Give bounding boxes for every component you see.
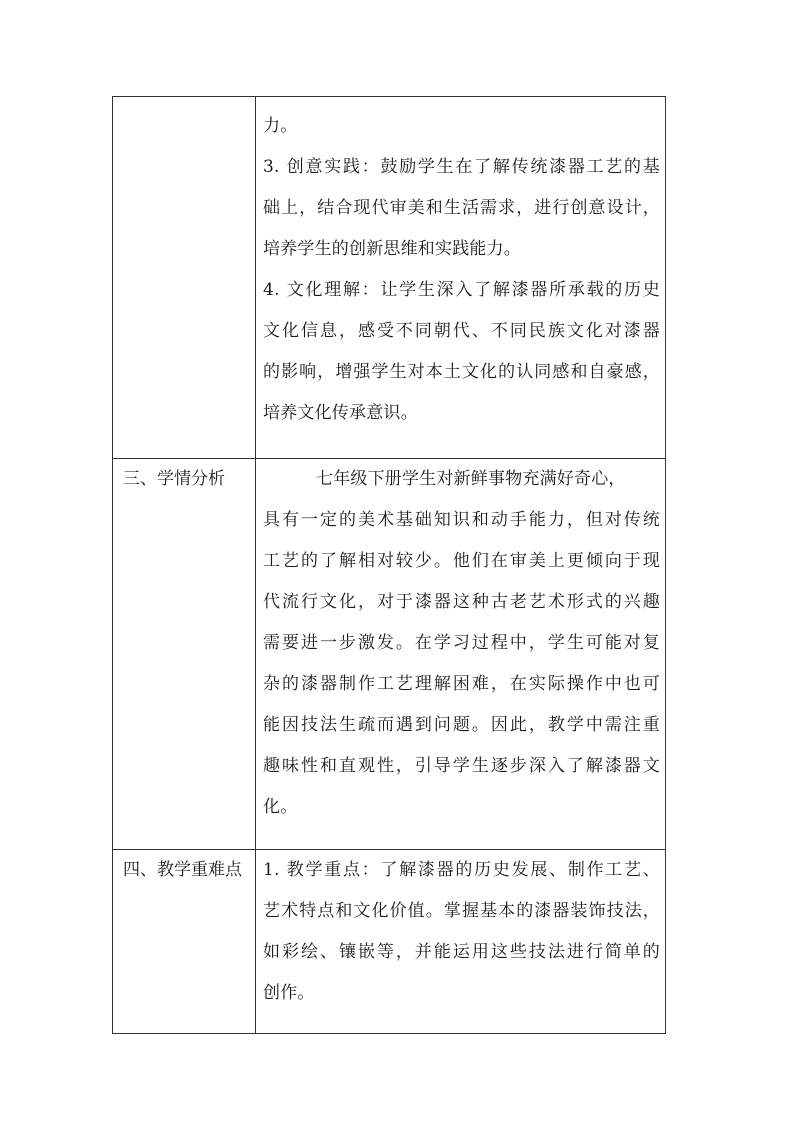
text-line: 3. 创意实践：鼓励学生在了解传统漆器工艺的基	[263, 157, 660, 177]
text-line: 的影响，增强学生对本土文化的认同感和自豪感，	[263, 362, 660, 382]
student-analysis-body	[256, 459, 666, 850]
text-line: 七年级下册学生对新鲜事物充满好奇心，	[316, 469, 626, 489]
text-line: 如彩绘、镶嵌等，并能运用这些技法进行简单的	[263, 942, 660, 962]
text-line: 杂的漆器制作工艺理解困难，在实际操作中也可	[263, 674, 660, 694]
text-line: 培养学生的创新思维和实践能力。	[263, 239, 521, 259]
text-line: 需要进一步激发。在学习过程中，学生可能对复	[263, 633, 660, 653]
text-line: 1. 教学重点：了解漆器的历史发展、制作工艺、	[263, 860, 660, 880]
key-points-body	[256, 850, 666, 1034]
lesson-plan-table	[112, 96, 666, 1034]
text-line: 文化信息，感受不同朝代、不同民族文化对漆器	[263, 321, 660, 341]
text-line: 4. 文化理解：让学生深入了解漆器所承载的历史	[263, 280, 660, 300]
text-line: 艺术特点和文化价值。掌握基本的漆器装饰技法，	[263, 901, 660, 921]
table-row-student-analysis	[113, 459, 666, 850]
text-line: 具有一定的美术基础知识和动手能力，但对传统	[263, 510, 660, 530]
text-line: 创作。	[263, 983, 315, 1003]
row-label-student-analysis: 三、学情分析	[113, 459, 256, 850]
row-label-empty	[113, 97, 256, 459]
objectives-body	[256, 97, 666, 459]
text-line: 代流行文化，对于漆器这种古老艺术形式的兴趣	[263, 592, 660, 612]
text-line: 工艺的了解相对较少。他们在审美上更倾向于现	[263, 551, 660, 571]
text-line: 力。	[263, 116, 298, 136]
table-row-key-points	[113, 850, 666, 1034]
text-line: 趣味性和直观性，引导学生逐步深入了解漆器文	[263, 756, 660, 776]
row-label-key-points: 四、教学重难点	[113, 850, 256, 1034]
text-line: 培养文化传承意识。	[263, 403, 418, 423]
text-line: 础上，结合现代审美和生活需求，进行创意设计，	[263, 198, 660, 218]
text-line: 化。	[263, 797, 298, 817]
table-row-objectives-continued	[113, 97, 666, 459]
text-line: 能因技法生疏而遇到问题。因此，教学中需注重	[263, 715, 660, 735]
